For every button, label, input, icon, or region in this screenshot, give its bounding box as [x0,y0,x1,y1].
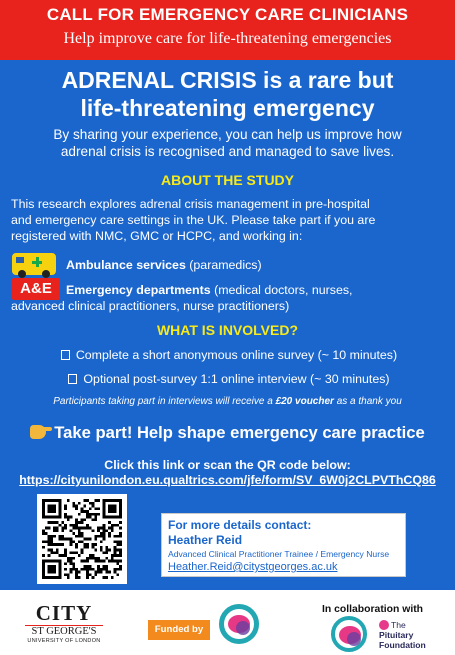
about-heading: ABOUT THE STUDY [161,172,294,188]
funded-by-label: Funded by [148,620,210,640]
service-emergency [66,282,352,298]
lead-line-2: adrenal crisis is recognised and managed to save lives. [60,144,395,159]
survey-link[interactable]: https://cityunilondon.eu.qualtrics.com/jfe/form/SV_6W0j2CLPVThCQ86 [19,473,436,487]
lead-line-1: By sharing your experience, you can help us improve how [53,127,402,142]
qr-code-graphic [42,499,122,579]
pointing-hand-icon [30,425,46,439]
ambulance-detail: (paramedics) [185,258,262,272]
involved-item-1 [14,347,444,363]
pituitary-line-1: The [391,620,406,630]
addisons-logo-icon [219,604,259,644]
emergency-detail-2: advanced clinical practitioners, nurse practitioners) [11,299,290,313]
voucher-note [0,396,455,407]
ambulance-label: Ambulance services [66,258,186,272]
city-logo-name: CITY [35,601,93,625]
ae-icon: A&E [12,278,60,300]
voucher-amount: £20 voucher [275,396,334,407]
addisons-logo-icon [331,616,367,652]
qr-code[interactable] [37,494,127,584]
city-logo-tagline: UNIVERSITY OF LONDON [27,638,101,644]
click-instruction: Click this link or scan the QR code below: [104,458,351,472]
involved-item-2-text: Optional post-survey 1:1 online interview (~ 30 minutes) [83,372,390,386]
note-post: as a thank you [333,396,402,407]
contact-role: Advanced Clinical Practitioner Trainee / Emergency Nurse [168,549,390,559]
about-line-3: registered with NMC, GMC or HCPC, and working in: [11,229,303,243]
emergency-detail-1: (medical doctors, nurses, [210,283,353,297]
lead-text [6,126,449,160]
city-university-logo [25,603,103,645]
checkbox-icon [68,374,77,384]
about-line-2: and emergency care settings in the UK. Please take part if you are [11,213,376,227]
service-ambulance [66,257,262,273]
cta-heading [0,423,455,443]
checkbox-icon [61,350,70,360]
involved-item-2 [14,371,444,387]
note-pre: Participants taking part in interviews will receive a [53,396,276,407]
headline-line-1: ADRENAL CRISIS is a rare but [61,67,394,93]
banner-title: CALL FOR EMERGENCY CARE CLINICIANS [46,5,409,24]
headline-line-2: life-threatening emergency [80,95,375,121]
main-panel [0,60,455,590]
headline [0,66,455,122]
emergency-label: Emergency departments [66,283,211,297]
city-logo-subname: ST GEORGE'S [25,625,103,638]
contact-name: Heather Reid [168,533,243,547]
top-banner [0,0,455,60]
contact-email-link[interactable]: Heather.Reid@citystgeorges.ac.uk [168,561,338,573]
ambulance-icon [12,253,56,275]
footer [0,590,455,655]
about-line-1: This research explores adrenal crisis management in pre-hospital [11,197,370,211]
contact-box [161,513,406,577]
pituitary-foundation-logo [379,620,426,650]
banner-subtitle: Help improve care for life-threatening emergencies [63,30,392,47]
collaboration-label: In collaboration with [322,604,424,615]
involved-item-1-text: Complete a short anonymous online survey (~ 10 minutes) [75,348,398,362]
involved-heading: WHAT IS INVOLVED? [156,322,299,338]
pituitary-line-3: Foundation [379,640,426,650]
pituitary-line-2: Pituitary [379,630,414,640]
contact-heading: For more details contact: [168,518,312,532]
about-text [11,196,447,244]
cta-text: Take part! Help shape emergency care practice [54,423,425,442]
